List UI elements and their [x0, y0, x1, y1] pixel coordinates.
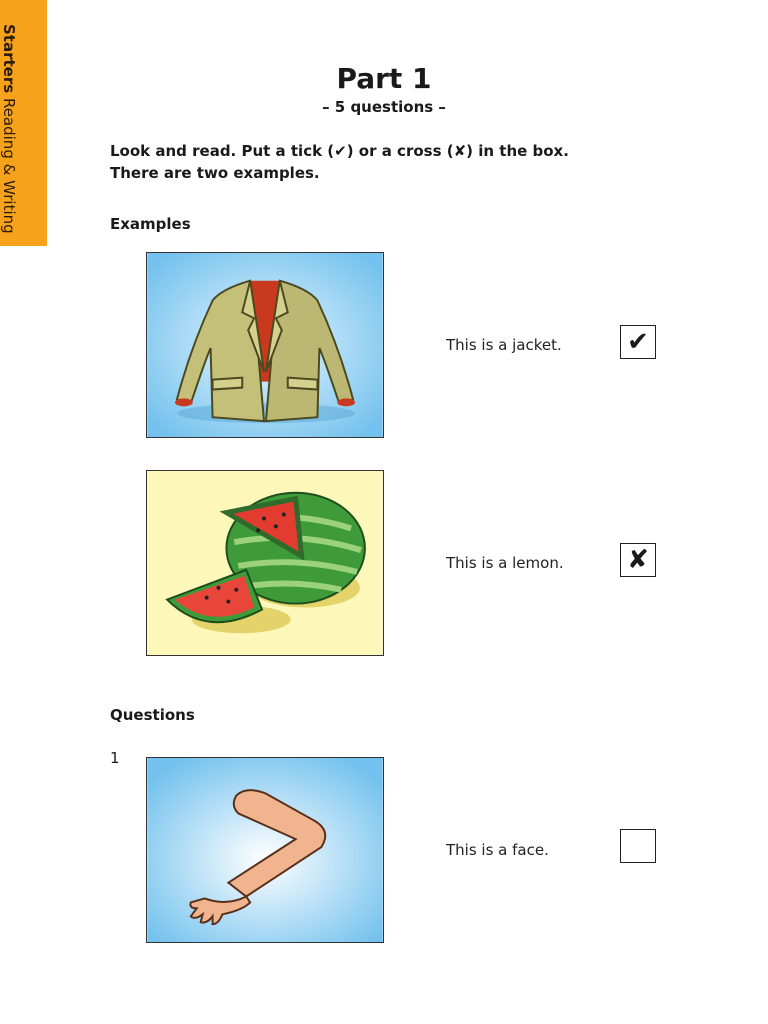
examples-heading: Examples: [110, 215, 191, 233]
page-subtitle: – 5 questions –: [322, 98, 446, 116]
example-1-answer-box[interactable]: ✔: [620, 325, 656, 359]
question-1-sentence: This is a face.: [446, 841, 549, 859]
example-1-sentence: This is a jacket.: [446, 336, 562, 354]
example-2-answer-box[interactable]: ✘: [620, 543, 656, 577]
arm-picture: [146, 757, 384, 943]
arm-illustration: [147, 758, 383, 942]
example-2-sentence: This is a lemon.: [446, 554, 564, 572]
instructions: [110, 140, 670, 184]
instruction-line-2: There are two examples.: [110, 164, 320, 182]
page-title: Part 1: [336, 62, 432, 95]
question-1-answer-box[interactable]: [620, 829, 656, 863]
side-tab: [0, 0, 47, 246]
watermelon-illustration: [147, 471, 383, 655]
jacket-picture: [146, 252, 384, 438]
question-1-number: 1: [110, 749, 120, 767]
questions-heading: Questions: [110, 706, 195, 724]
side-tab-label: [1, 24, 16, 234]
level-label: Starters: [0, 24, 18, 94]
instruction-line-1: Look and read. Put a tick (✔) or a cross (✘) in the box.: [110, 142, 569, 160]
paper-label: Reading & Writing: [0, 97, 18, 234]
watermelon-picture: [146, 470, 384, 656]
jacket-illustration: [147, 253, 383, 437]
